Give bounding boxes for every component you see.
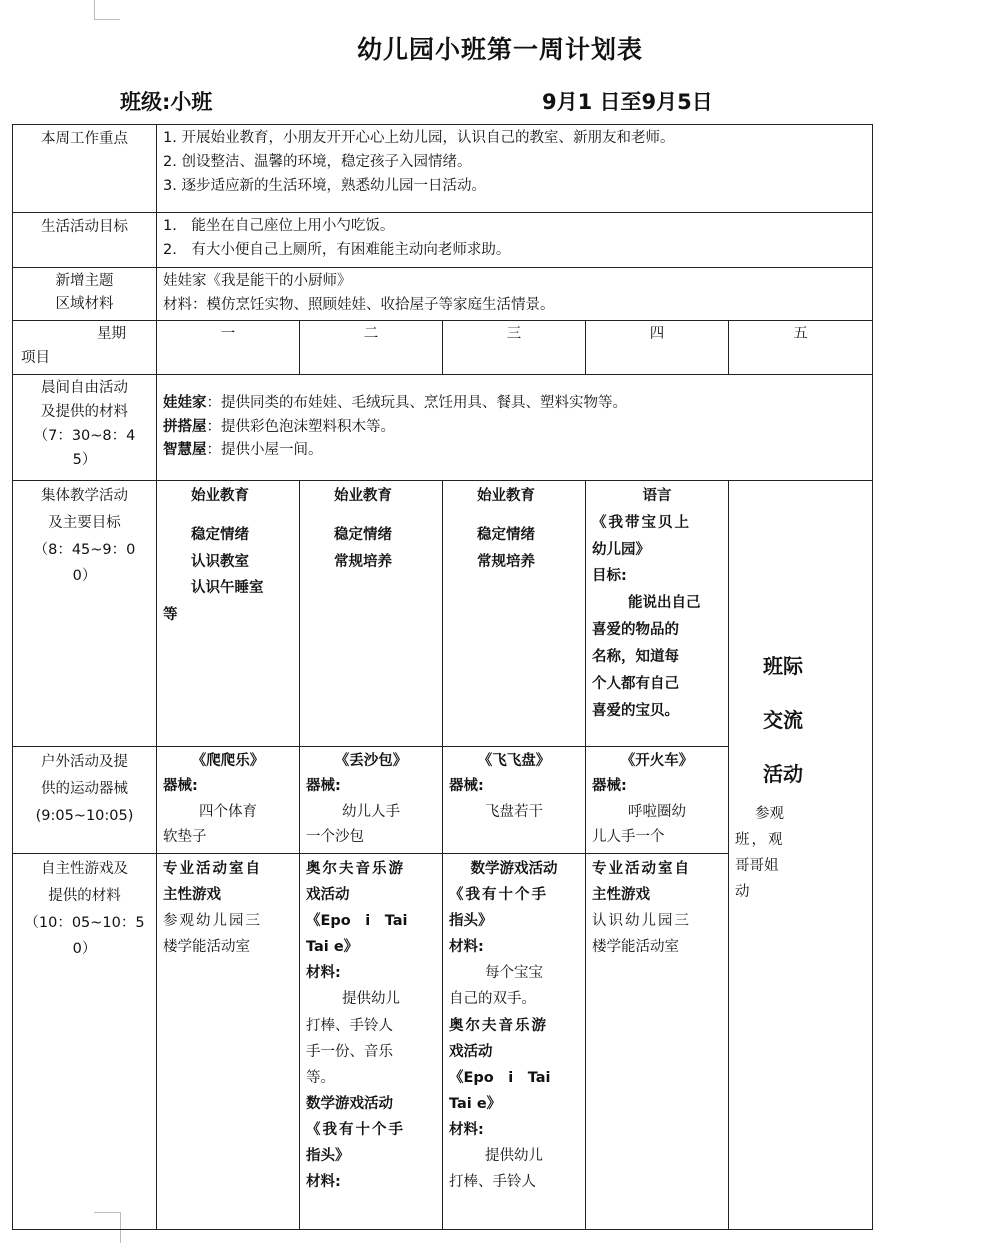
free-play-tue: 奥尔夫音乐游 戏活动 《Epo i Tai Tai e》 材料: 提供幼儿 打棒、手铃人 手一份、音乐 等。 数学游戏活动 《我有十个手 指头》 材料: — [300, 854, 443, 1230]
focus-line-3: 3. 逐步适应新的生活环境，熟悉幼儿园一日活动。 — [163, 177, 486, 194]
fri-line-7: 动 — [735, 884, 750, 901]
item-label: 项目 — [21, 350, 50, 367]
fri-line-5: 班，观 — [735, 832, 785, 849]
document-title: 幼儿园小班第一周计划表 — [356, 35, 643, 64]
fri-line-2: 交流 — [763, 708, 803, 732]
class-label: 班级:小班 — [120, 90, 213, 114]
fri-line-4: 参观 — [755, 806, 784, 822]
area-building: 拼搭屋：提供彩色泡沫塑料积木等。 — [163, 418, 395, 435]
day-mon: 一 — [157, 321, 300, 375]
area-wisdom: 智慧屋：提供小屋一间。 — [163, 442, 323, 459]
teaching-wed: 始业教育 稳定情绪 常规培养 — [443, 481, 586, 747]
life-line-2: 2. 有大小便自己上厕所，有困难能主动向老师求助。 — [163, 241, 511, 258]
outdoor-thu: 《开火车》 器械: 呼啦圈幼 儿人手一个 — [586, 747, 729, 854]
day-wed: 三 — [443, 321, 586, 375]
label-outdoor-activity: 户外活动及提 供的运动器械 (9:05~10:05) — [13, 747, 157, 854]
day-tue: 二 — [300, 321, 443, 375]
outdoor-wed: 《飞飞盘》 器械: 飞盘若干 — [443, 747, 586, 854]
label-free-play: 自主性游戏及 提供的材料 （10：05~10：5 0） — [13, 854, 157, 1230]
theme-line-1: 娃娃家《我是能干的小厨师》 — [163, 273, 352, 289]
focus-line-2: 2. 创设整洁、温馨的环境，稳定孩子入园情绪。 — [163, 153, 472, 170]
week-label: 星期 — [97, 326, 126, 342]
header-corner — [13, 321, 157, 375]
label-group-teaching: 集体教学活动 及主要目标 （8：45~9：0 0） — [13, 481, 157, 747]
fri-line-1: 班际 — [763, 654, 803, 678]
day-thu: 四 — [586, 321, 729, 375]
outdoor-tue: 《丢沙包》 器械: 幼儿人手 一个沙包 — [300, 747, 443, 854]
row-morning-activity — [13, 375, 873, 481]
weekly-focus-content — [157, 125, 873, 213]
free-play-wed: 数学游戏活动 《我有十个手 指头》 材料: 每个宝宝 自己的双手。 奥尔夫音乐游 戏活动 《Epo i Tai Tai e》 材料: 提供幼儿 打棒、手铃人 — [443, 854, 586, 1230]
label-life-goals: 生活活动目标 — [13, 213, 157, 268]
new-theme-content — [157, 268, 873, 321]
morning-activity-content — [157, 375, 873, 481]
teaching-thu: 语言 《我带宝贝上 幼儿园》 目标: 能说出自己 喜爱的物品的 名称，知道每 个人都有自己 喜爱的宝贝。 — [586, 481, 729, 747]
free-play-thu: 专业活动室自 主性游戏 认识幼儿园三 楼学能活动室 — [586, 854, 729, 1230]
date-range: 9月1 日至9月5日 — [542, 90, 713, 114]
label-morning-activity: 晨间自由活动 及提供的材料 （7：30~8：4 5） — [13, 375, 157, 481]
life-goals-content — [157, 213, 873, 268]
teaching-tue: 始业教育 稳定情绪 常规培养 — [300, 481, 443, 747]
row-weekday-header — [13, 321, 873, 375]
crop-mark-top-v — [94, 0, 95, 20]
row-new-theme — [13, 268, 873, 321]
fri-line-3: 活动 — [763, 762, 803, 786]
friday-merged-cell — [729, 481, 873, 1230]
focus-line-1: 1. 开展始业教育，小朋友开开心心上幼儿园，认识自己的教室、新朋友和老师。 — [163, 130, 675, 146]
area-doll-house: 娃娃家：提供同类的布娃娃、毛绒玩具、烹饪用具、餐具、塑料实物等。 — [163, 394, 627, 411]
row-weekly-focus — [13, 125, 873, 213]
label-weekly-focus: 本周工作重点 — [13, 125, 157, 213]
theme-line-2: 材料：模仿烹饪实物、照顾娃娃、收拾屋子等家庭生活情景。 — [163, 296, 555, 313]
row-group-teaching — [13, 481, 873, 747]
life-line-1: 1. 能坐在自己座位上用小勺吃饭。 — [163, 218, 395, 234]
fri-line-6: 哥哥姐 — [735, 858, 779, 875]
row-life-goals — [13, 213, 873, 268]
outdoor-mon: 《爬爬乐》 器械: 四个体育 软垫子 — [157, 747, 300, 854]
label-new-theme: 新增主题 区域材料 — [13, 268, 157, 321]
free-play-mon: 专业活动室自 主性游戏 参观幼儿园三 楼学能活动室 — [157, 854, 300, 1230]
day-fri: 五 — [729, 321, 873, 375]
weekly-plan-table — [12, 124, 873, 1230]
crop-mark-top-h — [94, 19, 120, 20]
teaching-mon: 始业教育 稳定情绪 认识教室 认识午睡室 等 — [157, 481, 300, 747]
